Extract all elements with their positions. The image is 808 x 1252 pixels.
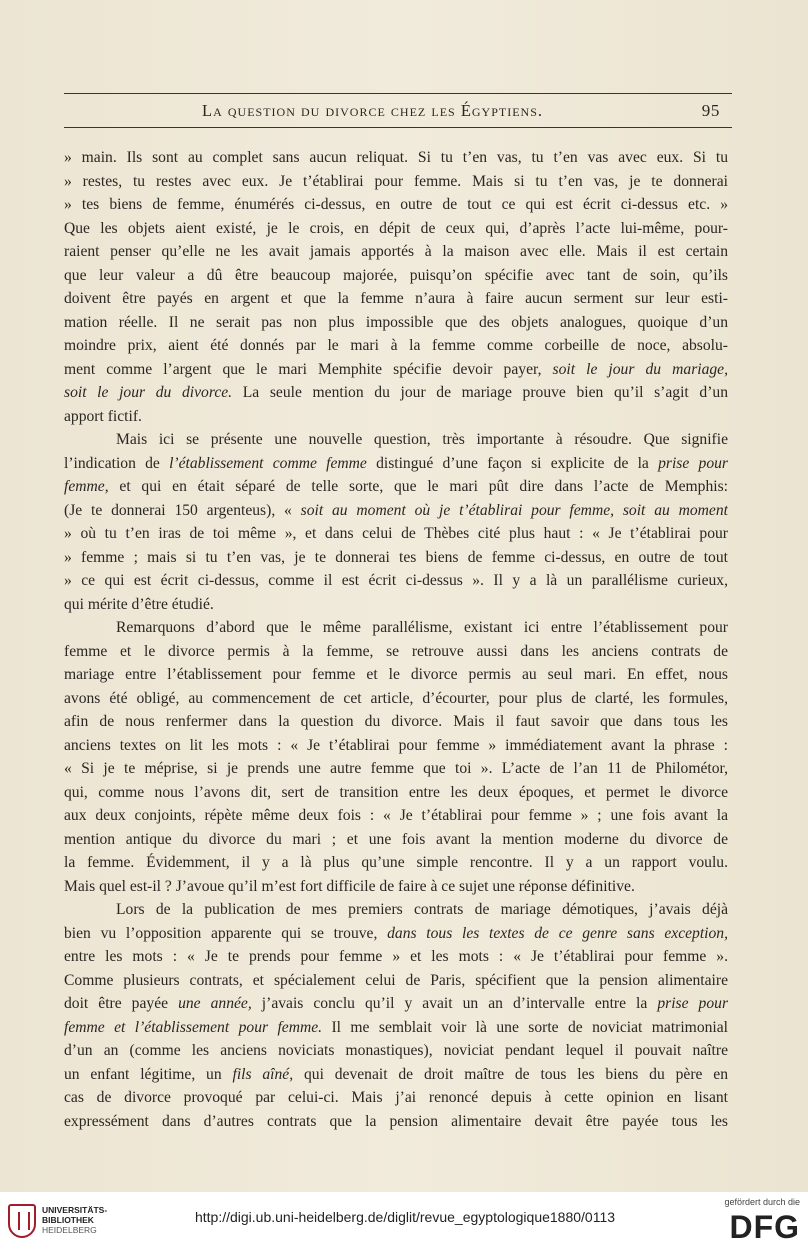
text-line: Comme plusieurs contrats, et spécialement celui de Paris, spécifient que la pension alimentaire bbox=[64, 971, 728, 989]
text-line: doit être payée une année, j’avais conclu qu’il y avait un an d’intervalle entre la prise pour bbox=[64, 995, 728, 1012]
text-line: entre les mots : « Je te prends pour femme » et les mots : « Je t’établirai pour femme ». bbox=[64, 948, 728, 965]
running-head-title: La question du divorce chez les Égyptiens. bbox=[202, 101, 544, 120]
text-line: un enfant légitime, un fils aîné, qui devenait de droit maître de tous les biens du père en bbox=[64, 1065, 728, 1083]
text-line: Que les objets aient existé, je le crois, en dépit de ceux qui, d’après l’acte lui-même, pour- bbox=[64, 219, 728, 237]
page-number: 95 bbox=[701, 101, 720, 120]
text-line: avons été obligé, au commencement de cet article, d’écourter, pour plus de clarté, les formules, bbox=[64, 689, 728, 707]
header-rule-bottom bbox=[64, 127, 732, 128]
text-line: expressément dans d’autres contrats que la pension alimentaire devait être payée tous les bbox=[64, 1112, 728, 1130]
text-line: « Si je te méprise, si je prends une autre femme que toi ». L’acte de l’an 11 de Philométor, bbox=[64, 760, 728, 777]
text-line: Mais ici se présente une nouvelle question, très importante à résoudre. Que signifie bbox=[116, 431, 728, 448]
permalink-url[interactable]: http://digi.ub.uni-heidelberg.de/diglit/revue_egyptologique1880/0113 bbox=[194, 1209, 616, 1225]
library-name-line: HEIDELBERG bbox=[42, 1225, 97, 1235]
text-line: Remarquons d’abord que le même parallélisme, existant ici entre l’établissement pour bbox=[116, 619, 728, 636]
text-line: moindre prix, aient été donnés par le mari à la femme comme corbeille de noce, absolu- bbox=[64, 337, 728, 354]
text-line: qui, comme nous l’avons dit, sert de transition entre les deux époques, et permet le divorce bbox=[64, 783, 728, 801]
text-line: » femme ; mais si tu t’en vas, je te donnerai tes biens de femme ci-dessus, en outre de tout bbox=[64, 548, 728, 566]
text-line: mariage entre l’établissement pour femme et le divorce permis au seul mari. En effet, nous bbox=[64, 666, 728, 683]
library-name bbox=[42, 1205, 142, 1235]
text-line: d’un an (comme les anciens noviciats monastiques), noviciat pendant lequel il pouvait naître bbox=[64, 1042, 728, 1059]
text-line: (Je te donnerai 150 argenteus), « soit au moment où je t’établirai pour femme, soit au moment bbox=[64, 501, 728, 519]
text-line: femme et l’établissement pour femme. Il me semblait voir là une sorte de noviciat matrimonial bbox=[64, 1018, 728, 1036]
text-line: qui mérite d’être étudié. bbox=[64, 595, 214, 613]
header-rule-top bbox=[64, 93, 732, 94]
text-line: cas de divorce provoqué par celui-ci. Mais j’ai renoncé depuis à cette opinion en lisant bbox=[64, 1089, 728, 1106]
viewer-footer bbox=[0, 1192, 808, 1252]
text-line: » tes biens de femme, énumérés ci-dessus, en outre de tout ce qui est écrit ci-dessus etc. » bbox=[64, 196, 728, 213]
text-line: anciens textes on lit les mots : « Je t’établirai pour femme » immédiatement avant la phrase : bbox=[64, 736, 728, 754]
text-line: ment comme l’argent que le mari Memphite spécifie devoir payer, soit le jour du mariage, bbox=[64, 360, 728, 378]
running-head bbox=[64, 101, 732, 123]
text-line: Mais quel est-il ? J’avoue qu’il m’est fort difficile de faire à ce sujet une réponse définitive. bbox=[64, 877, 635, 895]
text-line: l’indication de l’établissement comme femme distingué d’une façon si explicite de la prise pour bbox=[64, 454, 728, 472]
text-line: afin de nous renfermer dans la question du divorce. Mais il faut savoir que dans tous les bbox=[64, 713, 728, 730]
library-name-line: BIBLIOTHEK bbox=[42, 1215, 94, 1225]
text-line: mation réelle. Il ne serait pas non plus impossible que des objets analogues, quoique d’un bbox=[64, 313, 728, 331]
text-line: bien vu l’opposition apparente qui se trouve, dans tous les textes de ce genre sans exception, bbox=[64, 924, 728, 942]
text-line: » main. Ils sont au complet sans aucun reliquat. Si tu t’en vas, tu t’en vas avec eux. Si tu bbox=[64, 149, 728, 166]
library-name-line: UNIVERSITÄTS- bbox=[42, 1205, 108, 1215]
funder-logo-text: DFG bbox=[729, 1209, 800, 1245]
text-line: femme, et qui en était séparé de telle sorte, que le mari pût dire dans l’acte de Memphis: bbox=[64, 478, 728, 495]
dfg-logo[interactable] bbox=[710, 1196, 800, 1248]
text-line: Lors de la publication de mes premiers contrats de mariage démotiques, j’avais déjà bbox=[116, 901, 728, 918]
text-line: femme et le divorce permis à la femme, se retrouve aussi dans les anciens contrats de bbox=[64, 642, 728, 660]
body-text bbox=[64, 146, 728, 1133]
text-line: » ce qui est écrit ci-dessus, comme il est écrit ci-dessus ». Il y a là un parallélisme curieux, bbox=[64, 572, 728, 589]
text-line: apport fictif. bbox=[64, 407, 142, 425]
text-line: » où tu t’en iras de toi même », et dans celui de Thèbes cité plus haut : « Je t’établirai pour bbox=[64, 525, 728, 542]
text-line: aux deux conjoints, répète même deux fois : « Je t’établirai pour femme » ; une fois avant la bbox=[64, 807, 728, 824]
text-line: que leur valeur a dû être beaucoup majorée, puisqu’on spécifie avec tant de soin, qu’ils bbox=[64, 266, 728, 284]
text-line: doivent être payés en argent et que la femme n’aura à faire aucun serment sur leur esti- bbox=[64, 290, 728, 307]
text-line: mention antique du divorce du mari ; et une fois avant la mention moderne du divorce de bbox=[64, 830, 728, 848]
text-line: » restes, tu restes avec eux. Je t’établirai pour femme. Mais si tu t’en vas, je te donnerai bbox=[64, 172, 728, 190]
library-logo[interactable] bbox=[8, 1202, 138, 1242]
university-seal-icon bbox=[8, 1204, 36, 1238]
text-line: raient penser qu’elle ne les avait jamais apportés à la maison avec elle. Mais il est certain bbox=[64, 243, 728, 260]
text-line: la femme. Évidemment, il y a là plus qu’une simple rencontre. Il y a un rapport voulu. bbox=[64, 854, 728, 871]
text-line: soit le jour du divorce. La seule mention du jour de mariage prouve bien qu’il s’agit d’un bbox=[64, 384, 728, 401]
funder-caption: gefördert durch die bbox=[724, 1197, 800, 1207]
